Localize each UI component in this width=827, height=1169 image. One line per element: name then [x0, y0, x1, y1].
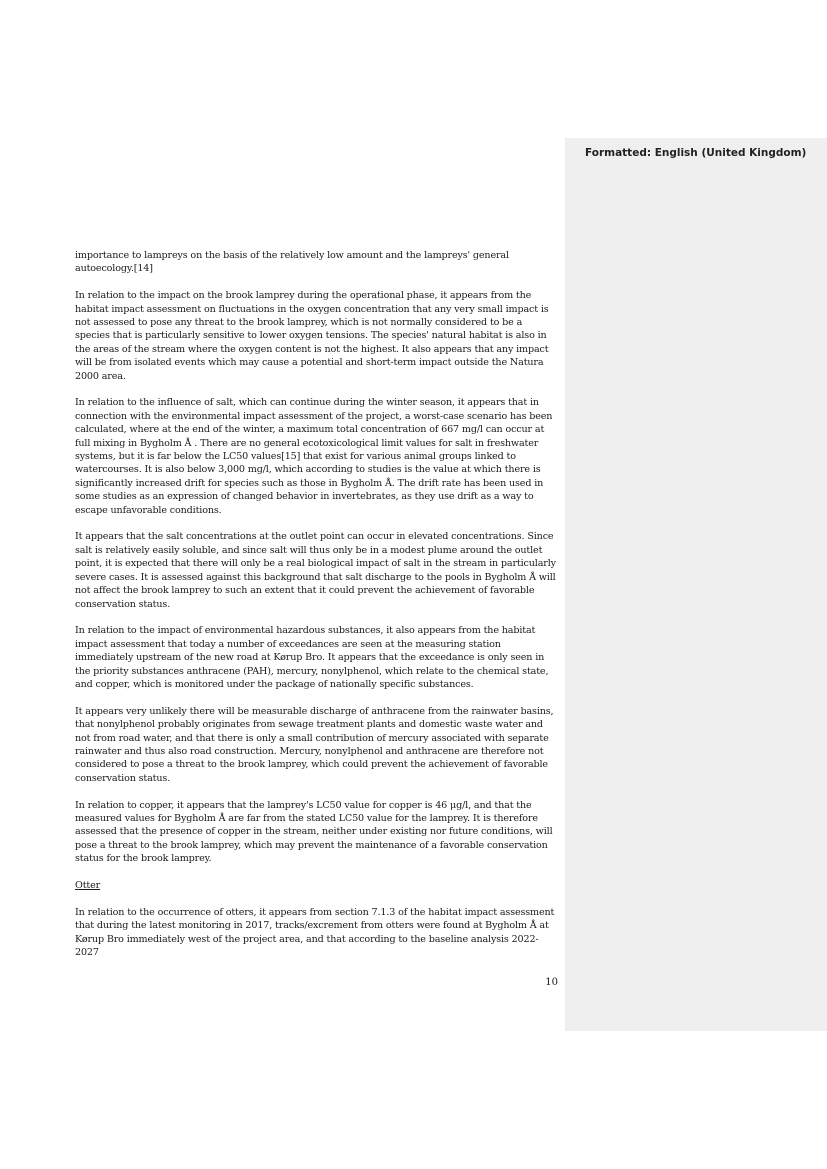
paragraph-salt-concentrations: It appears that the salt concentrations at the outlet point can occur in elevated concentrations. Since salt is relatively easily soluble, and since salt will thus only be in a modest plume around the outlet point, it is expected that there will only be a real biological impact of salt in the stream in particularly severe cases. It is assessed against this background that salt discharge to the pools in Bygholm Å will not affect the brook lamprey to such an extent that it could prevent the achievement of favorable conservation status.: [75, 531, 556, 610]
section-heading-otter: Otter: [75, 879, 101, 891]
paragraph-salt-influence: In relation to the influence of salt, which can continue during the winter season, it appears that in connection with the environmental impact assessment of the project, a worst-case scenario has been calculated, where at the end of the winter, a maximum total concentration of 667 mg/l can occur at full mixing in Bygholm Å . There are no general ecotoxicological limit values for salt in freshwater systems, but it is far below the LC50 values[15] that exist for various animal groups linked to watercourses. It is also below 3,000 mg/l, which according to studies is the value at which there is significantly increased drift for species such as those in Bygholm Å. The drift rate has been used in some studies as an expression of changed behavior in invertebrates, as they use drift as a way to escape unfavorable conditions.: [75, 397, 553, 516]
paragraph-operational-impact: In relation to the impact on the brook lamprey during the operational phase, it appears from the habitat impact assessment on fluctuations in the oxygen concentration that any very small impact is not assessed to pose any threat to the brook lamprey, which is not normally considered to be a species that is particularly sensitive to lower oxygen tensions. The species' natural habitat is also in the areas of the stream where the oxygen content is not the highest. It also appears that any impact will be from isolated events which may cause a potential and short-term impact outside the Natura 2000 area.: [75, 290, 549, 382]
paragraph-hazardous-substances: In relation to the impact of environmental hazardous substances, it also appears from the habitat impact assessment that today a number of exceedances are seen at the measuring station immediately upstream of the new road at Kørup Bro. It appears that the exceedance is only seen in the priority substances anthracene (PAH), mercury, nonylphenol, which relate to the chemical state, and copper, which is monitored under the package of nationally specific substances.: [75, 625, 549, 690]
comments-pane: [565, 138, 827, 1031]
document-body: [75, 249, 559, 959]
paragraph-otter-occurrence: In relation to the occurrence of otters, it appears from section 7.1.3 of the habitat impact assessment that during the latest monitoring in 2017, tracks/excrement from otters were found at Bygholm Å at Kørup Bro immediately west of the project area, and that according to the baseline analysis 2022-2027: [75, 906, 555, 958]
paragraph-anthracene: It appears very unlikely there will be measurable discharge of anthracene from the rainwater basins, that nonylphenol probably originates from sewage treatment plants and domestic waste water and not from road water, and that there is only a small contribution of mercury associated with separate rainwater and thus also road construction. Mercury, nonylphenol and anthracene are therefore not considered to pose a threat to the brook lamprey, which could prevent the achievement of favorable conservation status.: [75, 705, 554, 784]
paragraph-lamprey-importance: importance to lampreys on the basis of the relatively low amount and the lampreys' general autoecology.[14]: [75, 250, 509, 275]
paragraph-copper: In relation to copper, it appears that the lamprey's LC50 value for copper is 46 μg/l, and that the measured values for Bygholm Å are far from the stated LC50 value for the lamprey. It is therefore assessed that the presence of copper in the stream, neither under existing nor future conditions, will pose a threat to the brook lamprey, which may prevent the maintenance of a favorable conservation status for the brook lamprey.: [75, 799, 553, 865]
page-number: 10: [545, 977, 558, 988]
formatting-comment: Formatted: English (United Kingdom): [585, 147, 807, 159]
